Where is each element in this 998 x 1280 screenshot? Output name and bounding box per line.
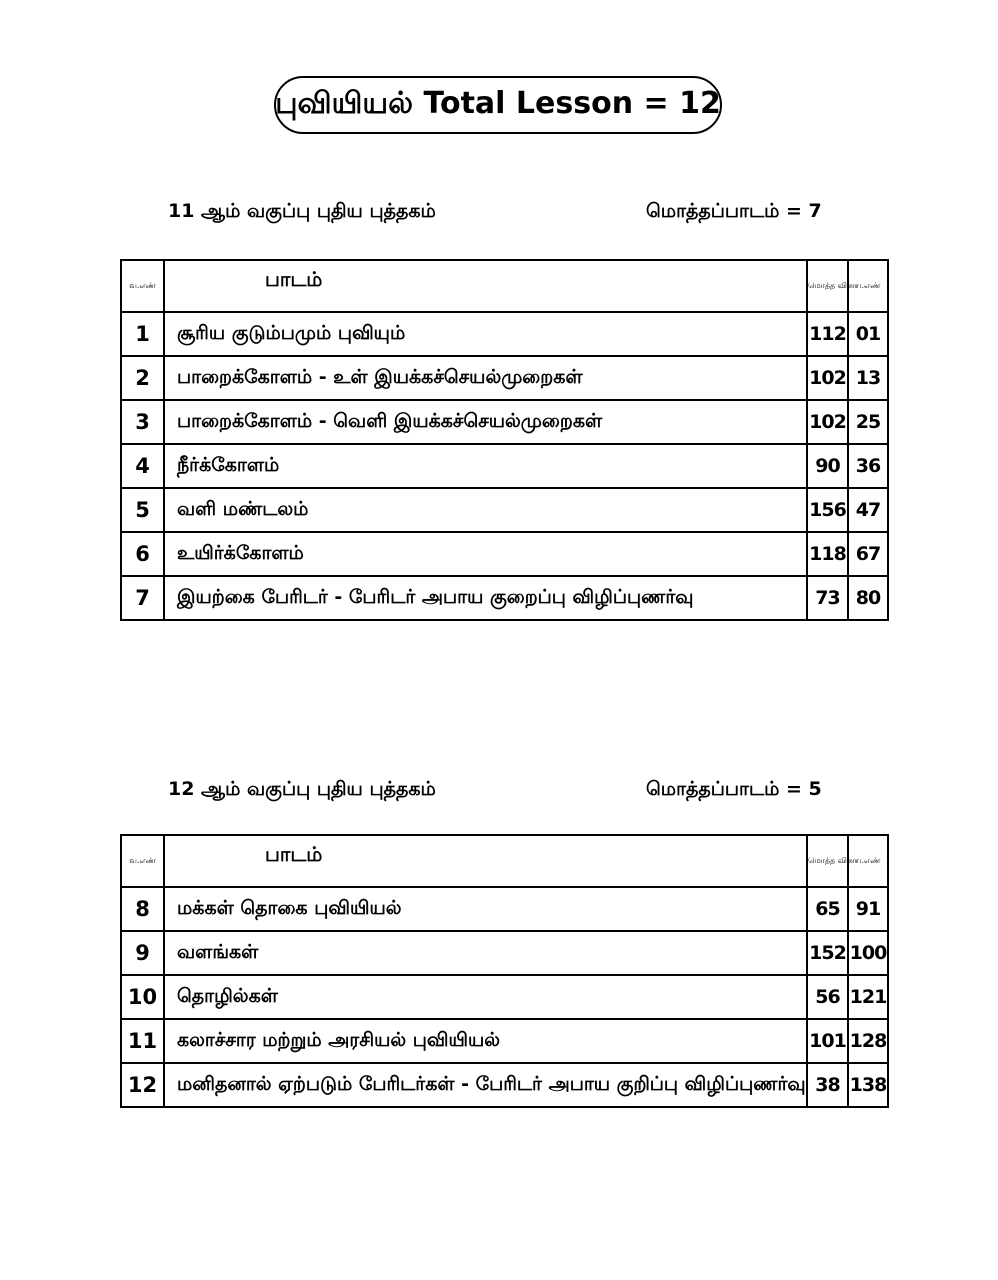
header-lesson: பாடம் bbox=[164, 260, 807, 312]
header-page-no: ப.எண் bbox=[848, 835, 888, 887]
header-page-no: ப.எண் bbox=[848, 260, 888, 312]
table-row bbox=[121, 1019, 888, 1063]
row-topic: வளங்கள் bbox=[164, 931, 807, 975]
row-topic: தொழில்கள் bbox=[164, 975, 807, 1019]
row-page-no: 13 bbox=[848, 356, 888, 400]
table-row bbox=[121, 312, 888, 356]
row-number: 9 bbox=[121, 931, 164, 975]
row-topic: சூரிய குடும்பமும் புவியும் bbox=[164, 312, 807, 356]
row-page-no: 47 bbox=[848, 488, 888, 532]
page-title: புவியியல் Total Lesson = 12 bbox=[274, 76, 722, 134]
section-heading-class-11: 11 ஆம் வகுப்பு புதிய புத்தகம் bbox=[168, 200, 436, 222]
row-number: 10 bbox=[121, 975, 164, 1019]
row-number: 2 bbox=[121, 356, 164, 400]
lesson-table-class-11 bbox=[120, 259, 889, 621]
section-heading-class-12: 12 ஆம் வகுப்பு புதிய புத்தகம் bbox=[168, 778, 436, 800]
row-total-questions: 102 bbox=[807, 356, 848, 400]
header-lesson: பாடம் bbox=[164, 835, 807, 887]
row-total-questions: 73 bbox=[807, 576, 848, 620]
row-number: 8 bbox=[121, 887, 164, 931]
row-page-no: 67 bbox=[848, 532, 888, 576]
table-row bbox=[121, 532, 888, 576]
header-total-questions: மொத்த வினா bbox=[807, 260, 848, 312]
header-total-questions: மொத்த வினா bbox=[807, 835, 848, 887]
row-page-no: 128 bbox=[848, 1019, 888, 1063]
row-number: 6 bbox=[121, 532, 164, 576]
row-number: 7 bbox=[121, 576, 164, 620]
row-page-no: 138 bbox=[848, 1063, 888, 1107]
table-row bbox=[121, 975, 888, 1019]
row-total-questions: 152 bbox=[807, 931, 848, 975]
row-total-questions: 56 bbox=[807, 975, 848, 1019]
row-page-no: 91 bbox=[848, 887, 888, 931]
row-page-no: 100 bbox=[848, 931, 888, 975]
row-number: 11 bbox=[121, 1019, 164, 1063]
section-total-class-12: மொத்தப்பாடம் = 5 bbox=[646, 778, 822, 800]
header-serial-no: வ.எண் bbox=[121, 260, 164, 312]
row-total-questions: 102 bbox=[807, 400, 848, 444]
table-header-row bbox=[121, 835, 888, 887]
row-total-questions: 118 bbox=[807, 532, 848, 576]
row-page-no: 36 bbox=[848, 444, 888, 488]
row-number: 5 bbox=[121, 488, 164, 532]
row-total-questions: 90 bbox=[807, 444, 848, 488]
row-number: 12 bbox=[121, 1063, 164, 1107]
row-topic: பாறைக்கோளம் - வெளி இயக்கச்செயல்முறைகள் bbox=[164, 400, 807, 444]
table-row bbox=[121, 887, 888, 931]
row-number: 3 bbox=[121, 400, 164, 444]
row-total-questions: 101 bbox=[807, 1019, 848, 1063]
table-row bbox=[121, 931, 888, 975]
row-number: 1 bbox=[121, 312, 164, 356]
row-page-no: 25 bbox=[848, 400, 888, 444]
lesson-table-class-12 bbox=[120, 834, 889, 1108]
table-row bbox=[121, 356, 888, 400]
section-total-class-11: மொத்தப்பாடம் = 7 bbox=[646, 200, 822, 222]
row-total-questions: 112 bbox=[807, 312, 848, 356]
table-row bbox=[121, 444, 888, 488]
row-topic: வளி மண்டலம் bbox=[164, 488, 807, 532]
table-header-row bbox=[121, 260, 888, 312]
row-topic: மக்கள் தொகை புவியியல் bbox=[164, 887, 807, 931]
row-total-questions: 38 bbox=[807, 1063, 848, 1107]
table-row bbox=[121, 400, 888, 444]
row-topic: உயிர்க்கோளம் bbox=[164, 532, 807, 576]
row-total-questions: 156 bbox=[807, 488, 848, 532]
row-page-no: 80 bbox=[848, 576, 888, 620]
row-topic: மனிதனால் ஏற்படும் பேரிடர்கள் - பேரிடர் அபாய குறிப்பு விழிப்புணர்வு bbox=[164, 1063, 807, 1107]
row-topic: நீர்க்கோளம் bbox=[164, 444, 807, 488]
header-serial-no: வ.எண் bbox=[121, 835, 164, 887]
row-page-no: 01 bbox=[848, 312, 888, 356]
row-total-questions: 65 bbox=[807, 887, 848, 931]
table-row bbox=[121, 576, 888, 620]
row-topic: கலாச்சார மற்றும் அரசியல் புவியியல் bbox=[164, 1019, 807, 1063]
row-topic: பாறைக்கோளம் - உள் இயக்கச்செயல்முறைகள் bbox=[164, 356, 807, 400]
table-row bbox=[121, 488, 888, 532]
row-page-no: 121 bbox=[848, 975, 888, 1019]
row-topic: இயற்கை பேரிடர் - பேரிடர் அபாய குறைப்பு விழிப்புணர்வு bbox=[164, 576, 807, 620]
row-number: 4 bbox=[121, 444, 164, 488]
table-row bbox=[121, 1063, 888, 1107]
